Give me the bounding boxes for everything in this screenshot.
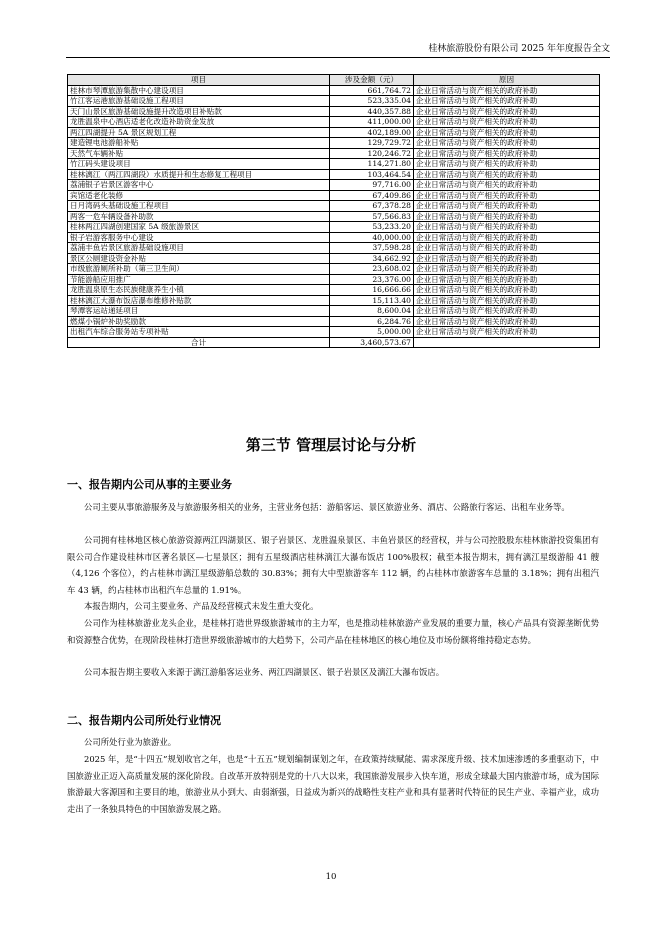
paragraph-industry: 公司所处行业为旅游业。 bbox=[84, 737, 177, 747]
cell-amount: 523,335.04 bbox=[330, 96, 414, 107]
paragraph-industry-position: 公司作为桂林旅游业龙头企业，是桂林打造世界级旅游城市的主力军，也是推动桂林旅游产业发展的重要力量，核心产品具有资源垄断优势和资源整合优势，在现阶段桂林打造世界级旅游城市的大趋势下，公司产品在桂林地区的核心地位及市场份额将维持稳定态势。 bbox=[67, 618, 599, 645]
cell-item: 景区公厕建设资金补贴 bbox=[68, 253, 330, 264]
cell-amount: 67,378.28 bbox=[330, 201, 414, 212]
cell-item: 桂林市琴潭旅游集散中心建设项目 bbox=[68, 85, 330, 96]
heading-industry: 二、报告期内公司所处行业情况 bbox=[67, 714, 221, 727]
cell-reason: 企业日常活动与资产相关的政府补助 bbox=[414, 222, 600, 233]
cell-amount: 5,000.00 bbox=[330, 327, 414, 338]
cell-amount: 37,598.28 bbox=[330, 243, 414, 254]
cell-amount: 103,464.54 bbox=[330, 169, 414, 180]
cell-reason: 企业日常活动与资产相关的政府补助 bbox=[414, 127, 600, 138]
cell-item: 桂林两江四湖创建国家 5A 级旅游景区 bbox=[68, 222, 330, 233]
table-row bbox=[68, 85, 600, 96]
table-row bbox=[68, 327, 600, 338]
page-header: 桂林旅游股份有限公司 2025 年年度报告全文 bbox=[66, 41, 610, 58]
paragraph-resources: 公司拥有桂林地区核心旅游资源两江四湖景区、银子岩景区、龙胜温泉景区、丰鱼岩景区的经营权，并与公司控股股东桂林旅游投资集团有限公司合作建设桂林市区著名景区—七星景区；拥有五星级酒店桂林漓江大瀑布饭店 100%股权；截至本报告期末，拥有漓江星级游船 41 艘（4,126 个客位），约占桂林市漓江星级游船总数的 30.83%；拥有大中型旅游客车 112 辆，约占桂林市旅游客车总量的 3.18%；拥有出租汽车 43 辆，约占桂林市出租汽车总量的 1.91%。 bbox=[67, 535, 599, 595]
cell-reason: 企业日常活动与资产相关的政府补助 bbox=[414, 117, 600, 128]
cell-reason: 企业日常活动与资产相关的政府补助 bbox=[414, 106, 600, 117]
cell-reason: 企业日常活动与资产相关的政府补助 bbox=[414, 274, 600, 285]
cell-amount: 411,000.00 bbox=[330, 117, 414, 128]
cell-reason: 企业日常活动与资产相关的政府补助 bbox=[414, 316, 600, 327]
table-header-row bbox=[68, 75, 600, 86]
table-row bbox=[68, 96, 600, 107]
total-reason bbox=[414, 337, 600, 348]
cell-amount: 129,729.72 bbox=[330, 138, 414, 149]
heading-main-business: 一、报告期内公司从事的主要业务 bbox=[67, 478, 232, 491]
total-label: 合计 bbox=[68, 337, 330, 348]
table-row bbox=[68, 274, 600, 285]
table-row bbox=[68, 243, 600, 254]
cell-reason: 企业日常活动与资产相关的政府补助 bbox=[414, 138, 600, 149]
table-row bbox=[68, 169, 600, 180]
cell-item: 建造锂电池游船补贴 bbox=[68, 138, 330, 149]
column-header-reason: 原因 bbox=[414, 75, 600, 86]
cell-item: 宾馆适老化装修 bbox=[68, 190, 330, 201]
table-row bbox=[68, 127, 600, 138]
table-row bbox=[68, 211, 600, 222]
cell-item: 龙胜温泉中心酒店适老化改造补助资金发放 bbox=[68, 117, 330, 128]
cell-amount: 23,608.02 bbox=[330, 264, 414, 275]
table-row bbox=[68, 264, 600, 275]
cell-item: 竹江码头建设项目 bbox=[68, 159, 330, 170]
cell-item: 银子岩游客服务中心建设 bbox=[68, 232, 330, 243]
cell-item: 日月湾码头基础设施工程项目 bbox=[68, 201, 330, 212]
cell-item: 节能游船应用推广 bbox=[68, 274, 330, 285]
cell-amount: 661,764.72 bbox=[330, 85, 414, 96]
cell-item: 荔浦丰鱼岩景区旅游基础设施项目 bbox=[68, 243, 330, 254]
paragraph-revenue-source: 公司本报告期主要收入来源于漓江游船客运业务、两江四湖景区、银子岩景区及漓江大瀑布饭店。 bbox=[84, 667, 445, 677]
table-row bbox=[68, 232, 600, 243]
cell-amount: 16,666.66 bbox=[330, 285, 414, 296]
cell-amount: 402,189.00 bbox=[330, 127, 414, 138]
cell-item: 燃煤小锅炉补助奖励款 bbox=[68, 316, 330, 327]
cell-item: 天门山景区旅游基础设施提升改造项目补贴款 bbox=[68, 106, 330, 117]
table-total-row bbox=[68, 337, 600, 348]
column-header-item: 项目 bbox=[68, 75, 330, 86]
cell-reason: 企业日常活动与资产相关的政府补助 bbox=[414, 211, 600, 222]
cell-amount: 97,716.00 bbox=[330, 180, 414, 191]
cell-reason: 企业日常活动与资产相关的政府补助 bbox=[414, 243, 600, 254]
cell-item: 龙胜温泉原生态民族健康养生小镇 bbox=[68, 285, 330, 296]
cell-reason: 企业日常活动与资产相关的政府补助 bbox=[414, 159, 600, 170]
cell-amount: 114,271.80 bbox=[330, 159, 414, 170]
government-grants-table bbox=[67, 74, 600, 348]
cell-reason: 企业日常活动与资产相关的政府补助 bbox=[414, 96, 600, 107]
cell-reason: 企业日常活动与资产相关的政府补助 bbox=[414, 295, 600, 306]
cell-reason: 企业日常活动与资产相关的政府补助 bbox=[414, 148, 600, 159]
cell-reason: 企业日常活动与资产相关的政府补助 bbox=[414, 232, 600, 243]
cell-item: 桂林漓江大瀑布饭店瀑布维修补贴款 bbox=[68, 295, 330, 306]
table-row bbox=[68, 222, 600, 233]
cell-item: 桂林漓江（两江四湖段）水质提升和生态修复工程项目 bbox=[68, 169, 330, 180]
cell-reason: 企业日常活动与资产相关的政府补助 bbox=[414, 169, 600, 180]
cell-item: 天然气车辆补贴 bbox=[68, 148, 330, 159]
cell-reason: 企业日常活动与资产相关的政府补助 bbox=[414, 306, 600, 317]
cell-item: 竹江客运港旅游基础设施工程项目 bbox=[68, 96, 330, 107]
table-row bbox=[68, 180, 600, 191]
cell-amount: 67,409.86 bbox=[330, 190, 414, 201]
paragraph-main-business: 公司主要从事旅游服务及与旅游服务相关的业务，主营业务包括：游船客运、景区旅游业务、酒店、公路旅行客运、出租车业务等。 bbox=[84, 502, 570, 512]
cell-reason: 企业日常活动与资产相关的政府补助 bbox=[414, 201, 600, 212]
table-row bbox=[68, 138, 600, 149]
cell-reason: 企业日常活动与资产相关的政府补助 bbox=[414, 190, 600, 201]
table-row bbox=[68, 148, 600, 159]
cell-item: 荔浦银子岩景区游客中心 bbox=[68, 180, 330, 191]
cell-item: 市级旅游厕所补助（第三卫生间） bbox=[68, 264, 330, 275]
cell-amount: 120,246.72 bbox=[330, 148, 414, 159]
column-header-amount: 涉及金额（元） bbox=[330, 75, 414, 86]
table-row bbox=[68, 117, 600, 128]
cell-amount: 40,000.00 bbox=[330, 232, 414, 243]
table-row bbox=[68, 285, 600, 296]
total-amount: 3,460,573.67 bbox=[330, 337, 414, 348]
page-number: 10 bbox=[325, 872, 337, 882]
cell-amount: 57,566.83 bbox=[330, 211, 414, 222]
cell-item: 琴潭客运站递延项目 bbox=[68, 306, 330, 317]
section-title: 第三节 管理层讨论与分析 bbox=[245, 436, 417, 454]
table-row bbox=[68, 316, 600, 327]
table-row bbox=[68, 306, 600, 317]
table-row bbox=[68, 201, 600, 212]
cell-reason: 企业日常活动与资产相关的政府补助 bbox=[414, 85, 600, 96]
table-row bbox=[68, 253, 600, 264]
cell-amount: 15,113.40 bbox=[330, 295, 414, 306]
cell-item: 两江四湖提升 5A 景区规划工程 bbox=[68, 127, 330, 138]
cell-reason: 企业日常活动与资产相关的政府补助 bbox=[414, 253, 600, 264]
cell-amount: 23,376.00 bbox=[330, 274, 414, 285]
cell-reason: 企业日常活动与资产相关的政府补助 bbox=[414, 285, 600, 296]
table-row bbox=[68, 190, 600, 201]
table-row bbox=[68, 159, 600, 170]
cell-item: 两客一危车辆设备补助款 bbox=[68, 211, 330, 222]
cell-reason: 企业日常活动与资产相关的政府补助 bbox=[414, 264, 600, 275]
cell-reason: 企业日常活动与资产相关的政府补助 bbox=[414, 327, 600, 338]
table-row bbox=[68, 295, 600, 306]
paragraph-industry-2025: 2025 年，是“十四五”规划收官之年，也是“十五五”规划编制谋划之年，在政策持续赋能、需求深度升级、技术加速渗透的多重驱动下，中国旅游业正迈入高质量发展的深化阶段。自改革开放特别是党的十八大以来，我国旅游发展步入快车道，形成全球最大国内旅游市场，成为国际旅游最大客源国和主要目的地，旅游业从小到大、由弱渐强，日益成为新兴的战略性支柱产业和具有显著时代特征的民生产业、幸福产业，成功走出了一条独具特色的中国旅游发展之路。 bbox=[67, 754, 599, 814]
table-row bbox=[68, 106, 600, 117]
cell-amount: 6,284.76 bbox=[330, 316, 414, 327]
cell-item: 出租汽车综合服务站专项补贴 bbox=[68, 327, 330, 338]
cell-reason: 企业日常活动与资产相关的政府补助 bbox=[414, 180, 600, 191]
cell-amount: 8,600.04 bbox=[330, 306, 414, 317]
cell-amount: 440,357.88 bbox=[330, 106, 414, 117]
cell-amount: 34,662.92 bbox=[330, 253, 414, 264]
paragraph-no-change: 本报告期内，公司主要业务、产品及经营模式未发生重大变化。 bbox=[84, 601, 319, 611]
cell-amount: 53,233.20 bbox=[330, 222, 414, 233]
